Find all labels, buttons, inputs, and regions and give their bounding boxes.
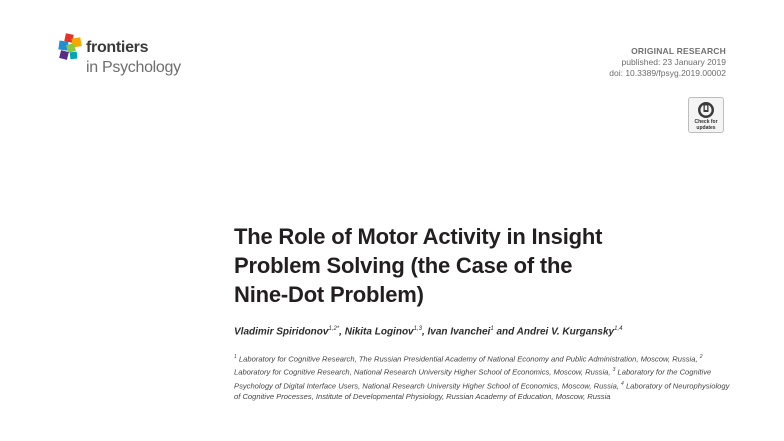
author-affiliation-ref: 1,4 xyxy=(614,326,623,332)
author-affiliation-ref: 1,3 xyxy=(413,326,422,332)
journal-logo xyxy=(56,30,206,82)
article-meta xyxy=(609,46,726,79)
affiliation-number: 3 xyxy=(612,367,616,374)
doi-link[interactable]: doi: 10.3389/fpsyg.2019.00002 xyxy=(609,68,726,78)
author-separator: , xyxy=(339,326,345,338)
author-name[interactable]: Nikita Loginov xyxy=(344,326,414,338)
logo-wordmark: frontiers xyxy=(86,39,149,56)
affiliation-text: Laboratory for Cognitive Research, National Research University Higher School of Economics, Moscow, Russia, xyxy=(234,367,611,377)
author-list xyxy=(234,326,754,337)
article-type: ORIGINAL RESEARCH xyxy=(631,46,726,56)
author-name[interactable]: Andrei V. Kurgansky xyxy=(516,326,615,338)
affiliation-text: Laboratory for the Cognitive Psychology of Digital Interface Users, National Research University Higher School of Economics, Moscow, Russia, xyxy=(234,367,712,391)
author-separator: , xyxy=(421,326,428,338)
author-name[interactable]: Ivan Ivanchei xyxy=(427,326,491,338)
author-affiliation-ref: 1,2* xyxy=(328,326,340,332)
affiliation-text: Laboratory of Neurophysiology of Cognitive Processes, Institute of Developmental Physiology, Russian Academy of Education, Moscow, Russia xyxy=(234,381,730,401)
crossmark-icon xyxy=(697,101,715,119)
affiliation-number: 2 xyxy=(699,354,703,360)
check-for-updates-button[interactable] xyxy=(688,97,724,133)
affiliation-list xyxy=(234,352,734,403)
affiliation-text: Laboratory for Cognitive Research, The Russian Presidential Academy of National Economy and Public Administration, Moscow, Russia, xyxy=(238,354,698,364)
title-line-1: The Role of Motor Activity in Insight xyxy=(234,224,603,249)
article-title xyxy=(234,222,734,309)
affiliation-number: 1 xyxy=(234,354,237,360)
check-for-updates-label: Check for updates xyxy=(694,119,718,131)
published-date: published: 23 January 2019 xyxy=(621,57,726,67)
author-name[interactable]: Vladimir Spiridonov xyxy=(234,326,329,338)
author-affiliation-ref: 1 xyxy=(490,326,494,332)
frontiers-logo-icon xyxy=(56,32,86,62)
affiliation-number: 4 xyxy=(621,380,624,387)
title-line-3: Nine-Dot Problem) xyxy=(234,282,424,307)
author-separator: and xyxy=(493,326,517,338)
logo-journal-name: in Psychology xyxy=(86,59,181,76)
title-line-2: Problem Solving (the Case of the xyxy=(234,253,573,278)
